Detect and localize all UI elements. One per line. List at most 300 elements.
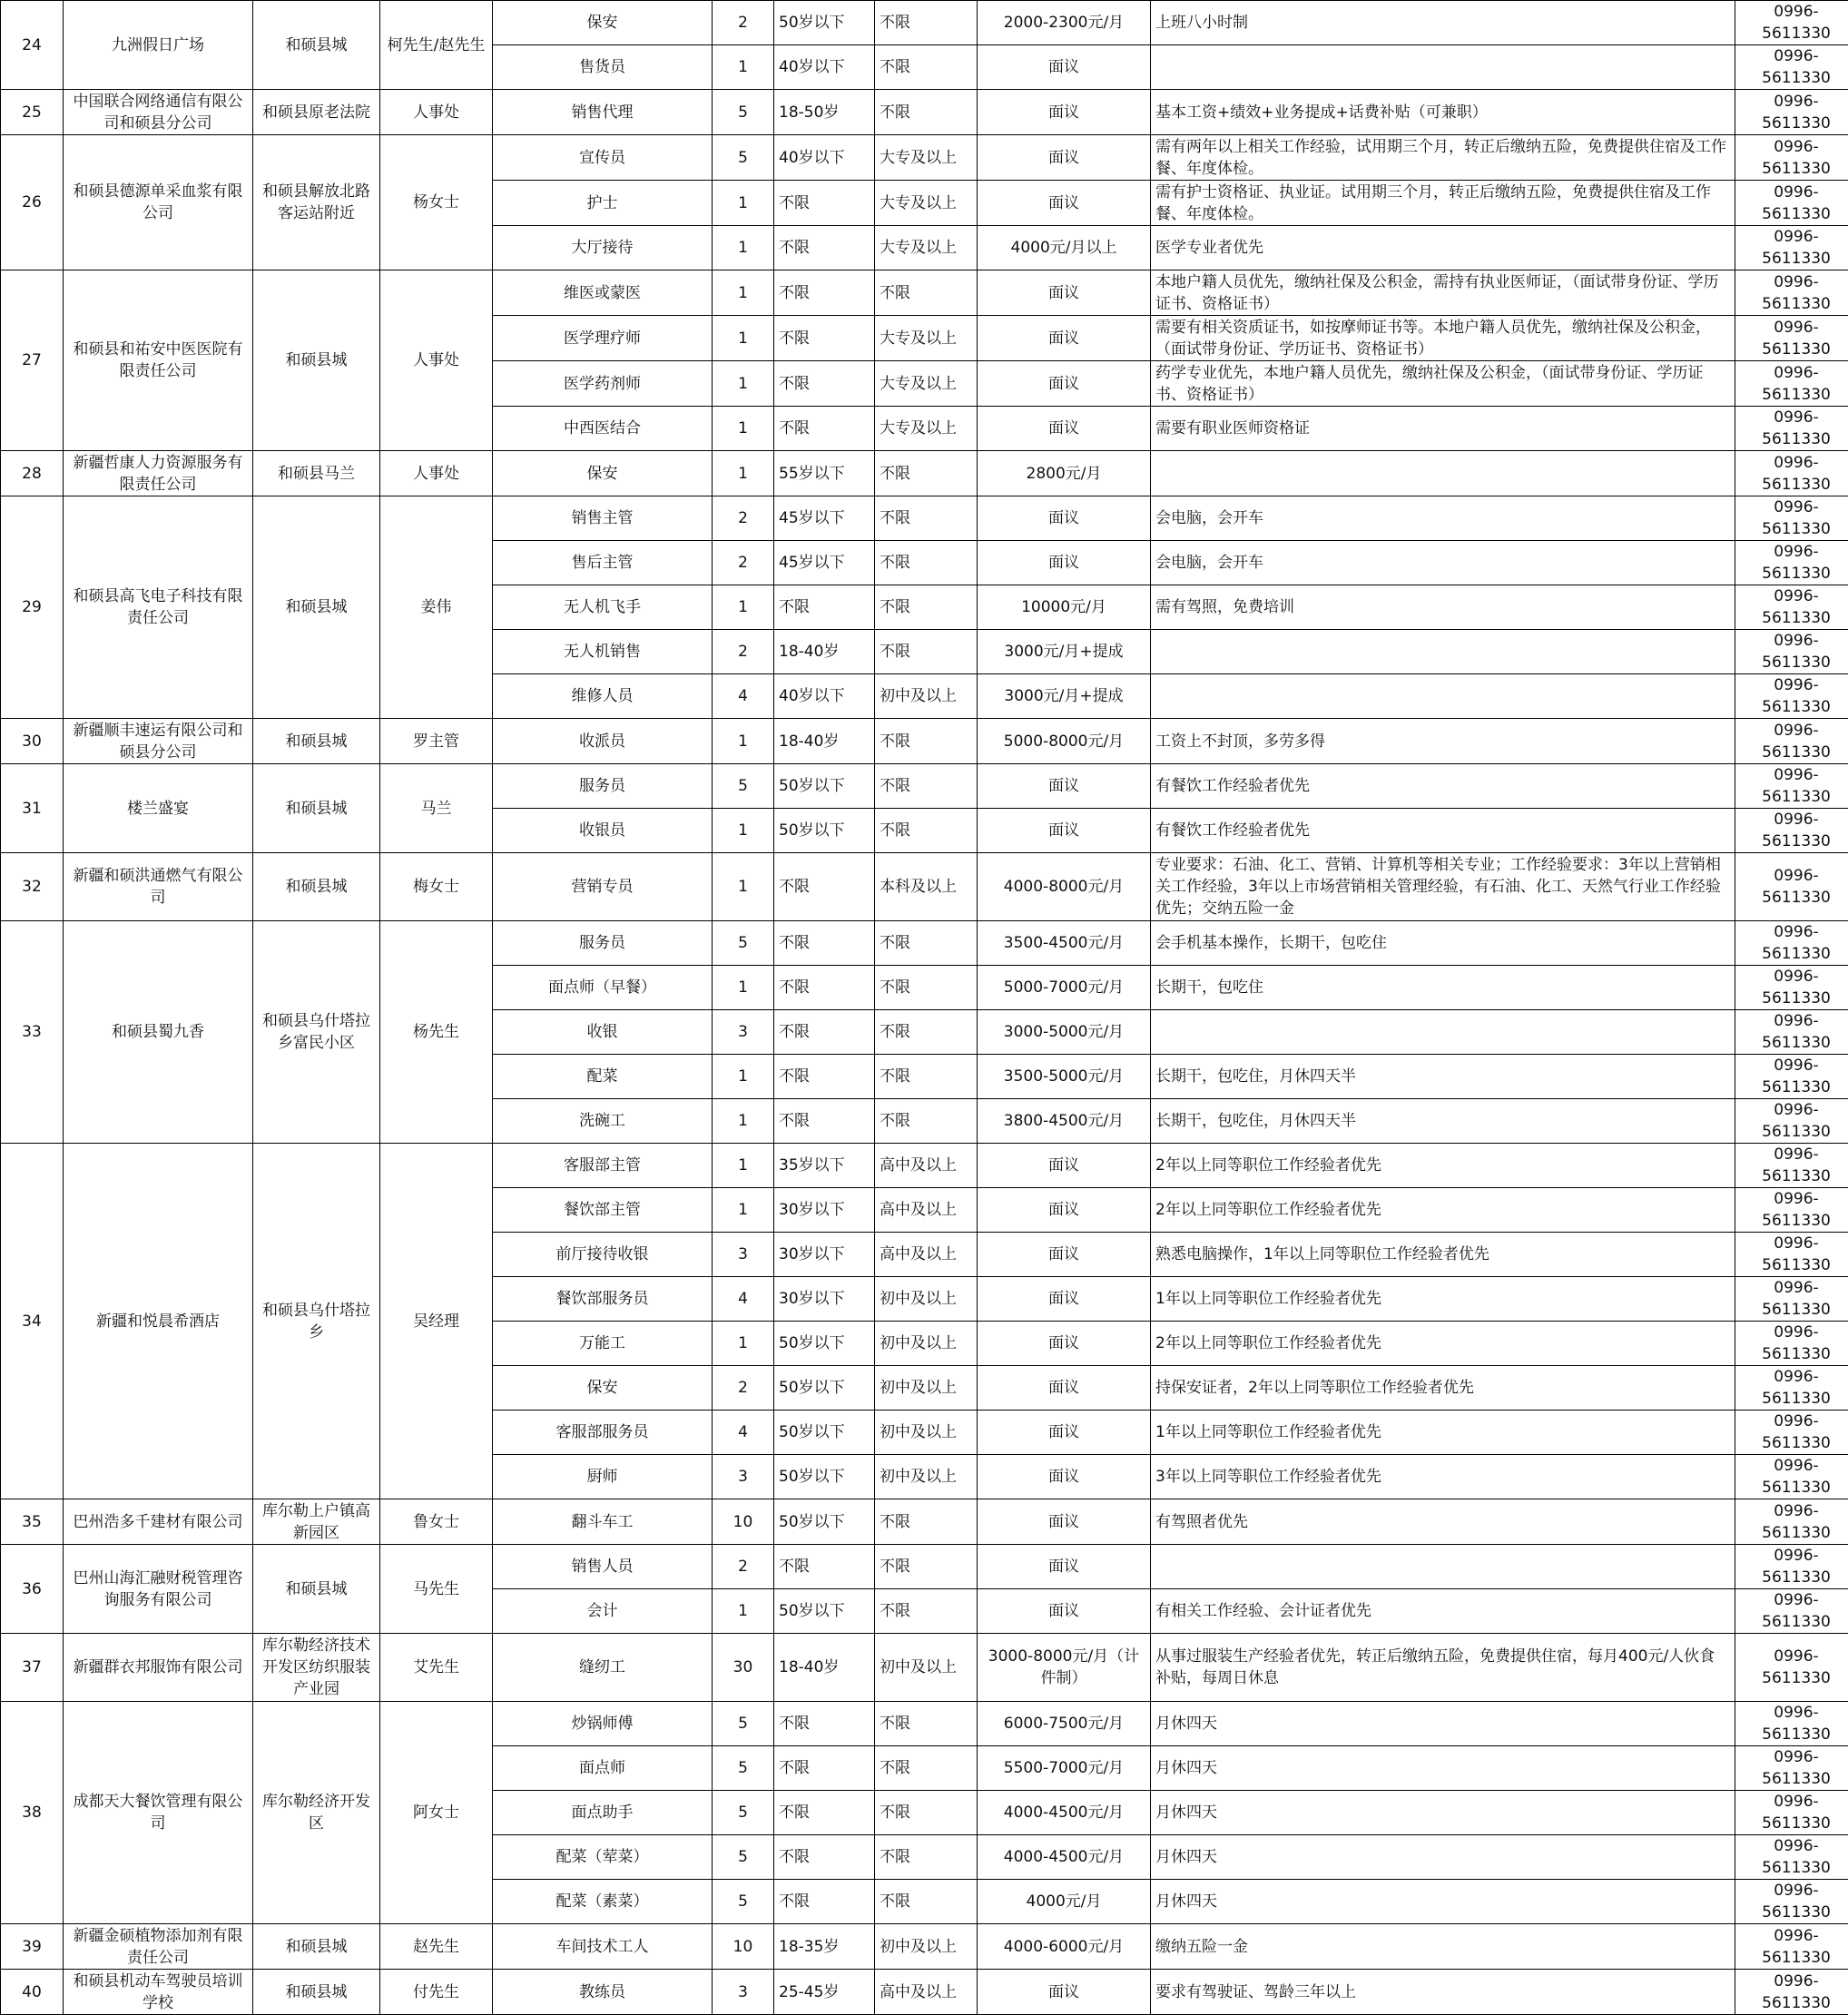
job-requirements: 需要有职业医师资格证 [1151,407,1735,451]
job-requirements: 会电脑，会开车 [1151,496,1735,541]
salary: 4000-6000元/月 [978,1924,1151,1970]
table-body [1,1,1848,2015]
salary: 4000-8000元/月 [978,853,1151,921]
phone-number: 0996-5611330 [1735,630,1848,674]
education-requirement: 不限 [875,1880,978,1924]
job-requirements: 月休四天 [1151,1746,1735,1791]
salary: 5000-8000元/月 [978,719,1151,764]
phone-number: 0996-5611330 [1735,1499,1848,1545]
salary: 面议 [978,181,1151,226]
education-requirement: 不限 [875,1589,978,1634]
job-requirements: 2年以上同等职位工作经验者优先 [1151,1144,1735,1188]
education-requirement: 初中及以上 [875,1410,978,1455]
phone-number: 0996-5611330 [1735,1746,1848,1791]
phone-number: 0996-5611330 [1735,407,1848,451]
age-requirement: 50岁以下 [774,764,875,809]
job-requirements: 长期干，包吃住 [1151,966,1735,1010]
job-title: 维医或蒙医 [493,270,713,316]
job-title: 销售主管 [493,496,713,541]
salary: 面议 [978,316,1151,361]
age-requirement: 不限 [774,853,875,921]
job-requirements: 月休四天 [1151,1880,1735,1924]
education-requirement: 不限 [875,45,978,90]
job-requirements: 月休四天 [1151,1702,1735,1746]
table-row [1,496,1848,541]
headcount: 5 [713,1835,774,1880]
education-requirement: 初中及以上 [875,1924,978,1970]
phone-number: 0996-5611330 [1735,1924,1848,1970]
phone-number: 0996-5611330 [1735,316,1848,361]
headcount: 1 [713,361,774,407]
headcount: 4 [713,674,774,719]
work-location: 和硕县城 [253,1970,380,2015]
table-row [1,1545,1848,1589]
job-requirements: 上班八小时制 [1151,1,1735,45]
headcount: 1 [713,1144,774,1188]
row-number: 29 [1,496,64,719]
salary: 面议 [978,809,1151,853]
row-number: 36 [1,1545,64,1634]
headcount: 1 [713,226,774,270]
table-row [1,1970,1848,2015]
job-requirements: 熟悉电脑操作，1年以上同等职位工作经验者优先 [1151,1233,1735,1277]
headcount: 3 [713,1970,774,2015]
salary: 5500-7000元/月 [978,1746,1151,1791]
phone-number: 0996-5611330 [1735,45,1848,90]
age-requirement: 18-40岁 [774,719,875,764]
education-requirement: 初中及以上 [875,1366,978,1410]
job-title: 客服部服务员 [493,1410,713,1455]
salary: 面议 [978,1188,1151,1233]
job-title: 保安 [493,1,713,45]
headcount: 4 [713,1410,774,1455]
company-name: 新疆和硕洪通燃气有限公司 [64,853,253,921]
work-location: 和硕县城 [253,1924,380,1970]
age-requirement: 30岁以下 [774,1233,875,1277]
job-title: 收银员 [493,809,713,853]
phone-number: 0996-5611330 [1735,270,1848,316]
age-requirement: 不限 [774,1545,875,1589]
age-requirement: 不限 [774,316,875,361]
phone-number: 0996-5611330 [1735,1322,1848,1366]
education-requirement: 不限 [875,270,978,316]
job-title: 营销专员 [493,853,713,921]
work-location: 和硕县马兰 [253,451,380,496]
phone-number: 0996-5611330 [1735,1233,1848,1277]
salary: 面议 [978,361,1151,407]
salary: 3000-8000元/月（计件制） [978,1634,1151,1702]
salary: 面议 [978,764,1151,809]
education-requirement: 初中及以上 [875,1322,978,1366]
salary: 面议 [978,1589,1151,1634]
phone-number: 0996-5611330 [1735,921,1848,966]
headcount: 5 [713,1746,774,1791]
work-location: 和硕县城 [253,270,380,451]
salary: 6000-7500元/月 [978,1702,1151,1746]
education-requirement: 不限 [875,921,978,966]
salary: 面议 [978,1545,1151,1589]
headcount: 1 [713,451,774,496]
job-title: 护士 [493,181,713,226]
table-row [1,719,1848,764]
salary: 3800-4500元/月 [978,1099,1151,1144]
age-requirement: 35岁以下 [774,1144,875,1188]
education-requirement: 高中及以上 [875,1144,978,1188]
job-requirements [1151,1545,1735,1589]
job-requirements: 有相关工作经验、会计证者优先 [1151,1589,1735,1634]
company-name: 中国联合网络通信有限公司和硕县分公司 [64,90,253,135]
headcount: 2 [713,630,774,674]
phone-number: 0996-5611330 [1735,451,1848,496]
salary: 4000-4500元/月 [978,1791,1151,1835]
job-requirements: 有餐饮工作经验者优先 [1151,809,1735,853]
job-requirements: 本地户籍人员优先，缴纳社保及公积金，需持有执业医师证，（面试带身份证、学历证书、资格证书） [1151,270,1735,316]
work-location: 库尔勒经济技术开发区纺织服装产业园 [253,1634,380,1702]
job-title: 配菜 [493,1055,713,1099]
job-title: 配菜（素菜） [493,1880,713,1924]
headcount: 30 [713,1634,774,1702]
phone-number: 0996-5611330 [1735,809,1848,853]
contact-person: 人事处 [380,270,493,451]
table-row [1,853,1848,921]
age-requirement: 18-40岁 [774,1634,875,1702]
phone-number: 0996-5611330 [1735,1880,1848,1924]
job-requirements: 月休四天 [1151,1835,1735,1880]
phone-number: 0996-5611330 [1735,966,1848,1010]
education-requirement: 不限 [875,966,978,1010]
headcount: 1 [713,181,774,226]
age-requirement: 50岁以下 [774,809,875,853]
job-title: 餐饮部主管 [493,1188,713,1233]
headcount: 1 [713,585,774,630]
company-name: 巴州浩多千建材有限公司 [64,1499,253,1545]
job-requirements: 有餐饮工作经验者优先 [1151,764,1735,809]
salary: 4000元/月 [978,1880,1151,1924]
work-location: 库尔勒上户镇高新园区 [253,1499,380,1545]
phone-number: 0996-5611330 [1735,1277,1848,1322]
row-number: 30 [1,719,64,764]
row-number: 35 [1,1499,64,1545]
job-title: 无人机销售 [493,630,713,674]
contact-person: 罗主管 [380,719,493,764]
job-requirements: 基本工资+绩效+业务提成+话费补贴（可兼职） [1151,90,1735,135]
education-requirement: 不限 [875,1010,978,1055]
education-requirement: 大专及以上 [875,407,978,451]
headcount: 1 [713,316,774,361]
phone-number: 0996-5611330 [1735,1055,1848,1099]
job-title: 洗碗工 [493,1099,713,1144]
education-requirement: 大专及以上 [875,181,978,226]
row-number: 37 [1,1634,64,1702]
job-title: 配菜（荤菜） [493,1835,713,1880]
contact-person: 梅女士 [380,853,493,921]
job-title: 缝纫工 [493,1634,713,1702]
contact-person: 马先生 [380,1545,493,1634]
phone-number: 0996-5611330 [1735,1970,1848,2015]
row-number: 31 [1,764,64,853]
job-requirements: 专业要求：石油、化工、营销、计算机等相关专业；工作经验要求：3年以上营销相关工作经验，3年以上市场营销相关管理经验，有石油、化工、天然气行业工作经验优先；交纳五险一金 [1151,853,1735,921]
job-title: 医学理疗师 [493,316,713,361]
phone-number: 0996-5611330 [1735,226,1848,270]
salary: 面议 [978,1233,1151,1277]
table-row [1,135,1848,181]
salary: 面议 [978,1322,1151,1366]
company-name: 新疆群衣邦服饰有限公司 [64,1634,253,1702]
age-requirement: 18-50岁 [774,90,875,135]
headcount: 2 [713,1366,774,1410]
work-location: 和硕县乌什塔拉乡富民小区 [253,921,380,1144]
phone-number: 0996-5611330 [1735,764,1848,809]
headcount: 3 [713,1010,774,1055]
age-requirement: 不限 [774,1010,875,1055]
company-name: 巴州山海汇融财税管理咨询服务有限公司 [64,1545,253,1634]
age-requirement: 50岁以下 [774,1322,875,1366]
job-title: 保安 [493,451,713,496]
row-number: 33 [1,921,64,1144]
salary: 2800元/月 [978,451,1151,496]
age-requirement: 不限 [774,1746,875,1791]
contact-person: 赵先生 [380,1924,493,1970]
contact-person: 人事处 [380,451,493,496]
row-number: 28 [1,451,64,496]
company-name: 新疆哲康人力资源服务有限责任公司 [64,451,253,496]
headcount: 1 [713,270,774,316]
education-requirement: 高中及以上 [875,1233,978,1277]
job-title: 收派员 [493,719,713,764]
job-title: 客服部主管 [493,1144,713,1188]
job-requirements: 要求有驾驶证、驾龄三年以上 [1151,1970,1735,2015]
education-requirement: 不限 [875,1545,978,1589]
row-number: 25 [1,90,64,135]
salary: 4000元/月以上 [978,226,1151,270]
age-requirement: 不限 [774,407,875,451]
job-title: 万能工 [493,1322,713,1366]
phone-number: 0996-5611330 [1735,1589,1848,1634]
job-requirements: 会手机基本操作，长期干，包吃住 [1151,921,1735,966]
age-requirement: 40岁以下 [774,45,875,90]
headcount: 2 [713,1545,774,1589]
job-requirements: 长期干，包吃住，月休四天半 [1151,1099,1735,1144]
company-name: 和硕县高飞电子科技有限责任公司 [64,496,253,719]
age-requirement: 40岁以下 [774,135,875,181]
phone-number: 0996-5611330 [1735,135,1848,181]
headcount: 3 [713,1233,774,1277]
education-requirement: 不限 [875,764,978,809]
age-requirement: 30岁以下 [774,1277,875,1322]
work-location: 和硕县原老法院 [253,90,380,135]
headcount: 1 [713,809,774,853]
table-row [1,921,1848,966]
job-requirements: 需有两年以上相关工作经验，试用期三个月，转正后缴纳五险，免费提供住宿及工作餐、年度体检。 [1151,135,1735,181]
job-requirements: 缴纳五险一金 [1151,1924,1735,1970]
job-requirements: 需有驾照，免费培训 [1151,585,1735,630]
table-row [1,1144,1848,1188]
company-name: 新疆和悦晨希酒店 [64,1144,253,1499]
salary: 面议 [978,270,1151,316]
education-requirement: 高中及以上 [875,1970,978,2015]
phone-number: 0996-5611330 [1735,1366,1848,1410]
job-title: 售货员 [493,45,713,90]
job-title: 中西医结合 [493,407,713,451]
education-requirement: 不限 [875,1099,978,1144]
education-requirement: 大专及以上 [875,361,978,407]
job-requirements: 工资上不封顶，多劳多得 [1151,719,1735,764]
work-location: 和硕县解放北路客运站附近 [253,135,380,270]
contact-person: 吴经理 [380,1144,493,1499]
salary: 2000-2300元/月 [978,1,1151,45]
company-name: 和硕县蜀九香 [64,921,253,1144]
age-requirement: 45岁以下 [774,496,875,541]
job-title: 宣传员 [493,135,713,181]
salary: 5000-7000元/月 [978,966,1151,1010]
salary: 面议 [978,1277,1151,1322]
headcount: 3 [713,1455,774,1499]
age-requirement: 25-45岁 [774,1970,875,2015]
company-name: 新疆金硕植物添加剂有限责任公司 [64,1924,253,1970]
contact-person: 艾先生 [380,1634,493,1702]
table-row [1,270,1848,316]
education-requirement: 不限 [875,1746,978,1791]
phone-number: 0996-5611330 [1735,181,1848,226]
job-title: 医学药剂师 [493,361,713,407]
job-title: 餐饮部服务员 [493,1277,713,1322]
job-title: 翻斗车工 [493,1499,713,1545]
education-requirement: 不限 [875,809,978,853]
age-requirement: 40岁以下 [774,674,875,719]
contact-person: 阿女士 [380,1702,493,1924]
job-title: 面点师（早餐） [493,966,713,1010]
age-requirement: 不限 [774,1055,875,1099]
education-requirement: 初中及以上 [875,1277,978,1322]
education-requirement: 高中及以上 [875,1188,978,1233]
job-requirements [1151,1010,1735,1055]
table-row [1,90,1848,135]
salary: 3500-5000元/月 [978,1055,1151,1099]
education-requirement: 不限 [875,451,978,496]
job-requirements [1151,45,1735,90]
table-row [1,764,1848,809]
headcount: 1 [713,1322,774,1366]
age-requirement: 50岁以下 [774,1589,875,1634]
job-requirements: 从事过服装生产经验者优先，转正后缴纳五险，免费提供住宿，每月400元/人伙食补贴，每周日休息 [1151,1634,1735,1702]
salary: 面议 [978,1455,1151,1499]
age-requirement: 不限 [774,1702,875,1746]
headcount: 1 [713,719,774,764]
age-requirement: 不限 [774,181,875,226]
row-number: 40 [1,1970,64,2015]
salary: 面议 [978,1970,1151,2015]
phone-number: 0996-5611330 [1735,1702,1848,1746]
job-title: 销售代理 [493,90,713,135]
job-requirements: 持保安证者，2年以上同等职位工作经验者优先 [1151,1366,1735,1410]
headcount: 1 [713,1099,774,1144]
salary: 面议 [978,135,1151,181]
job-requirements: 长期干，包吃住，月休四天半 [1151,1055,1735,1099]
salary: 4000-4500元/月 [978,1835,1151,1880]
education-requirement: 不限 [875,1791,978,1835]
work-location: 库尔勒经济开发区 [253,1702,380,1924]
headcount: 5 [713,135,774,181]
headcount: 5 [713,1791,774,1835]
headcount: 5 [713,1880,774,1924]
headcount: 2 [713,1,774,45]
education-requirement: 不限 [875,719,978,764]
job-requirements [1151,451,1735,496]
education-requirement: 初中及以上 [875,674,978,719]
job-title: 保安 [493,1366,713,1410]
row-number: 38 [1,1702,64,1924]
phone-number: 0996-5611330 [1735,361,1848,407]
company-name: 新疆顺丰速运有限公司和硕县分公司 [64,719,253,764]
job-requirements: 3年以上同等职位工作经验者优先 [1151,1455,1735,1499]
headcount: 1 [713,1188,774,1233]
education-requirement: 不限 [875,1702,978,1746]
job-title: 销售人员 [493,1545,713,1589]
job-requirements: 2年以上同等职位工作经验者优先 [1151,1188,1735,1233]
phone-number: 0996-5611330 [1735,674,1848,719]
education-requirement: 不限 [875,585,978,630]
headcount: 1 [713,966,774,1010]
salary: 面议 [978,1366,1151,1410]
education-requirement: 不限 [875,1055,978,1099]
row-number: 34 [1,1144,64,1499]
company-name: 和硕县机动车驾驶员培训学校 [64,1970,253,2015]
education-requirement: 不限 [875,496,978,541]
job-title: 收银 [493,1010,713,1055]
job-requirements: 有驾照者优先 [1151,1499,1735,1545]
work-location: 和硕县城 [253,719,380,764]
job-requirements: 1年以上同等职位工作经验者优先 [1151,1277,1735,1322]
work-location: 和硕县城 [253,1,380,90]
age-requirement: 50岁以下 [774,1366,875,1410]
row-number: 27 [1,270,64,451]
age-requirement: 50岁以下 [774,1,875,45]
headcount: 10 [713,1924,774,1970]
headcount: 2 [713,541,774,585]
company-name: 和硕县德源单采血浆有限公司 [64,135,253,270]
headcount: 10 [713,1499,774,1545]
table-row [1,1702,1848,1746]
education-requirement: 不限 [875,1835,978,1880]
phone-number: 0996-5611330 [1735,1188,1848,1233]
job-title: 服务员 [493,921,713,966]
phone-number: 0996-5611330 [1735,1010,1848,1055]
job-title: 炒锅师傅 [493,1702,713,1746]
work-location: 和硕县城 [253,496,380,719]
contact-person: 杨先生 [380,921,493,1144]
work-location: 和硕县乌什塔拉乡 [253,1144,380,1499]
job-title: 售后主管 [493,541,713,585]
table-row [1,1634,1848,1702]
education-requirement: 初中及以上 [875,1455,978,1499]
job-requirements: 月休四天 [1151,1791,1735,1835]
education-requirement: 不限 [875,90,978,135]
age-requirement: 不限 [774,1099,875,1144]
age-requirement: 18-40岁 [774,630,875,674]
phone-number: 0996-5611330 [1735,90,1848,135]
job-requirements: 医学专业者优先 [1151,226,1735,270]
salary: 3000元/月+提成 [978,630,1151,674]
job-title: 面点师 [493,1746,713,1791]
headcount: 1 [713,45,774,90]
age-requirement: 18-35岁 [774,1924,875,1970]
age-requirement: 不限 [774,226,875,270]
job-requirements: 需要有相关资质证书，如按摩师证书等。本地户籍人员优先，缴纳社保及公积金，（面试带身份证、学历证书、资格证书） [1151,316,1735,361]
salary: 3000元/月+提成 [978,674,1151,719]
job-title: 无人机飞手 [493,585,713,630]
phone-number: 0996-5611330 [1735,1634,1848,1702]
phone-number: 0996-5611330 [1735,1455,1848,1499]
